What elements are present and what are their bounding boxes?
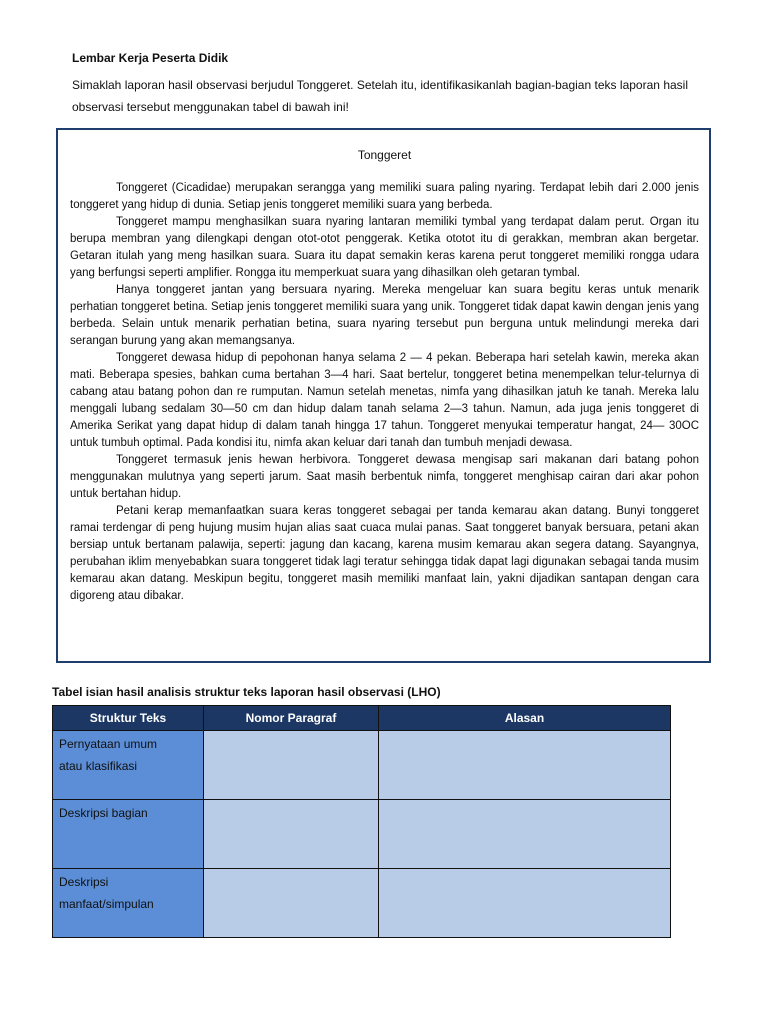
worksheet-heading: Lembar Kerja Peserta Didik bbox=[72, 51, 229, 65]
table-title: Tabel isian hasil analisis struktur teks laporan hasil observasi (LHO) bbox=[52, 685, 441, 699]
nomor-paragraf-input-cell[interactable] bbox=[204, 869, 379, 938]
struktur-label-line: Pernyataan umum bbox=[59, 737, 158, 751]
header-alasan: Alasan bbox=[379, 706, 671, 731]
analysis-table bbox=[52, 705, 671, 938]
paragraph-1: Tonggeret (Cicadidae) merupakan serangga yang memiliki suara paling nyaring. Terdapat lebih dari 2.000 jenis tonggeret yang hidup di dunia. Setiap jenis tonggeret memiliki suara yang berbeda. bbox=[70, 182, 699, 211]
struktur-label-line: manfaat/simpulan bbox=[59, 897, 154, 911]
struktur-cell bbox=[53, 731, 204, 800]
paragraph-6: Petani kerap memanfaatkan suara keras tonggeret sebagai per tanda kemarau akan datang. Bunyi tonggeret ramai terdengar di peng hujung musim hujan alias saat cuaca mulai panas. Saat tonggeret banyak bersuara, petani akan bersiap untuk bertanam palawija, seperti: jagung dan kacang, karena musim kemarau akan segera datang. Sayangnya, perubahan iklim menyebabkan suara tonggeret tidak lagi teratur sehingga tidak dapat lagi digunakan sebagai tanda musim kemarau akan datang. Meskipun begitu, tonggeret masih memiliki manfaat lain, yakni dijadikan santapan dengan cara digoreng atau dibakar. bbox=[70, 505, 699, 602]
struktur-cell bbox=[53, 800, 204, 869]
nomor-paragraf-input-cell[interactable] bbox=[204, 800, 379, 869]
table-header-row bbox=[53, 706, 671, 731]
paragraph-4: Tonggeret dewasa hidup di pepohonan hanya selama 2 — 4 pekan. Beberapa hari setelah kawin, mereka akan mati. Beberapa spesies, bahkan cuma bertahan 3—4 hari. Saat bertelur, tonggeret betina menempelkan telur-telurnya di cabang atau batang pohon dan re rumputan. Namun setelah menetas, nimfa yang dihasilkan jatuh ke tanah. Mereka lalu menggali lubang sedalam 30—50 cm dan hidup dalam tanah selama 2—3 tahun. Namun, ada juga jenis tonggeret di Amerika Serikat yang dapat hidup di dalam tanah hingga 17 tahun. Tonggeret menyukai temperatur hangat, 24— 30OC untuk tumbuh optimal. Pada kondisi itu, nimfa akan keluar dari tanah dan tumbuh menjadi dewasa. bbox=[70, 352, 699, 449]
header-nomor-paragraf: Nomor Paragraf bbox=[204, 706, 379, 731]
struktur-cell bbox=[53, 869, 204, 938]
table-row bbox=[53, 869, 671, 938]
table-row bbox=[53, 731, 671, 800]
paragraph-3: Hanya tonggeret jantan yang bersuara nyaring. Mereka mengeluar kan suara begitu keras untuk menarik perhatian tonggeret betina. Setiap jenis tonggeret memiliki suara yang unik. Tonggeret tidak dapat kawin dengan jenis yang berbeda. Selain untuk menarik perhatian betina, suara nyaring tersebut pun berguna untuk melindungi mereka dari serangan burung yang akan memangsanya. bbox=[70, 284, 699, 347]
alasan-input-cell[interactable] bbox=[379, 800, 671, 869]
nomor-paragraf-input-cell[interactable] bbox=[204, 731, 379, 800]
table-row bbox=[53, 800, 671, 869]
header-struktur-teks: Struktur Teks bbox=[53, 706, 204, 731]
instruction-text: Simaklah laporan hasil observasi berjudul Tonggeret. Setelah itu, identifikasikanlah bagian-bagian teks laporan hasil observasi tersebut menggunakan tabel di bawah ini! bbox=[72, 78, 688, 114]
struktur-label-line: Deskripsi bbox=[59, 875, 109, 889]
observation-text-box bbox=[56, 128, 711, 663]
paragraph-5: Tonggeret termasuk jenis hewan herbivora. Tonggeret dewasa mengisap sari makanan dari batang pohon menggunakan mulutnya yang seperti jarum. Saat masih berbentuk nimfa, tonggeret menghisap cairan dari akar pohon untuk bertahan hidup. bbox=[70, 454, 699, 500]
struktur-label-line: atau klasifikasi bbox=[59, 759, 138, 773]
alasan-input-cell[interactable] bbox=[379, 869, 671, 938]
paragraph-2: Tonggeret mampu menghasilkan suara nyaring lantaran memiliki tymbal yang terdapat dalam perut. Organ itu berupa membran yang dilengkapi dengan otot-otot penggerak. Ketika ototot itu di gerakkan, membran akan bergetar. Getaran itulah yang meng hasilkan suara. Suara itu dapat semakin keras karena perut tonggeret memiliki rongga udara yang berfungsi seperti amplifier. Rongga itu memperkuat suara yang dihasilkan oleh getaran tymbal. bbox=[70, 216, 699, 279]
alasan-input-cell[interactable] bbox=[379, 731, 671, 800]
text-title: Tonggeret bbox=[357, 148, 412, 162]
struktur-label-line: Deskripsi bagian bbox=[59, 806, 148, 820]
